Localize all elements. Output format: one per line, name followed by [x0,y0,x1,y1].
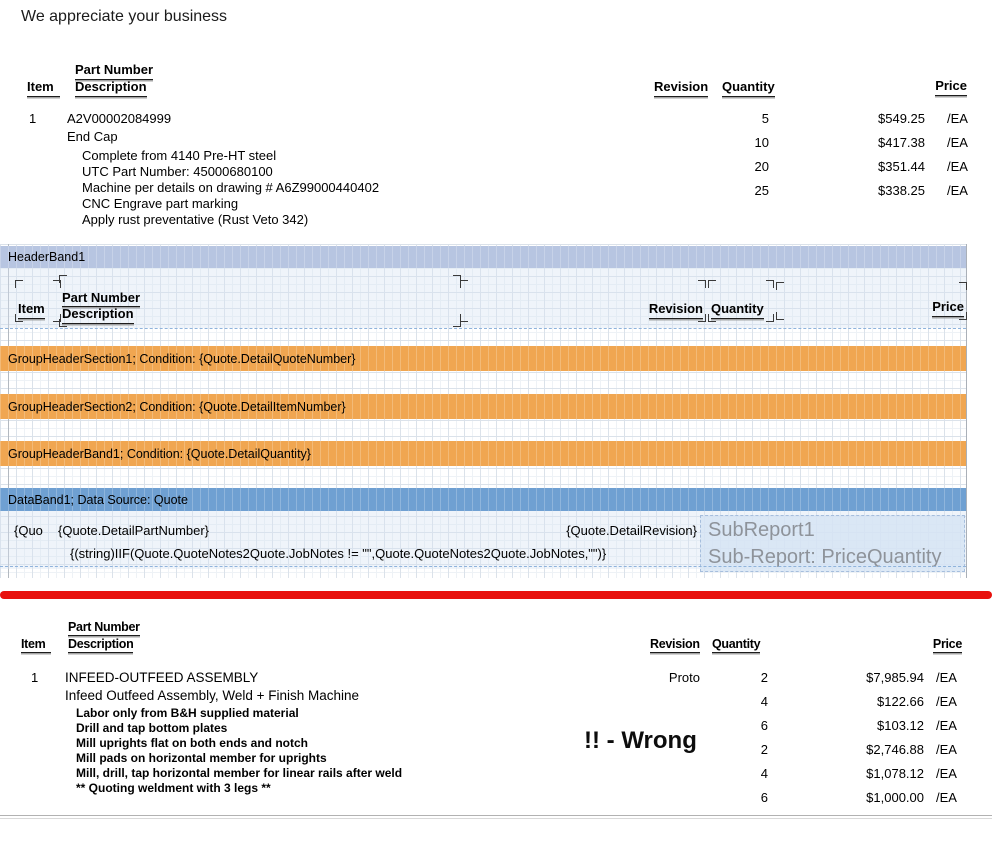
uom-value: /EA [947,135,968,150]
designer-cell-part-number-description[interactable] [62,278,458,324]
closing-message: We appreciate your business [21,8,228,25]
selection-handle[interactable] [14,517,19,522]
bottom-separator-line [0,818,992,819]
uom-value: /EA [936,694,957,709]
selection-handle[interactable] [59,319,67,327]
job-notes [76,706,402,796]
selection-handle[interactable] [692,517,697,522]
designer-field-revision[interactable] [452,517,697,543]
note-line: Labor only from B&H supplied material [76,706,299,720]
designer-cell-item-label: Item [18,302,45,319]
note-line: Mill pads on horizontal member for uprights [76,751,327,765]
designer-field-part-number[interactable] [58,517,445,543]
qty-value: 4 [760,694,768,709]
uom-value: /EA [947,159,968,174]
selection-handle[interactable] [14,538,19,543]
column-header-quantity: Quantity [722,79,775,97]
designer-cell-quantity[interactable] [711,283,771,319]
band-boundary-line [0,566,966,567]
selection-handle[interactable] [708,314,716,322]
column-header-description: Description [75,79,147,97]
selection-handle[interactable] [51,538,56,543]
selection-handle[interactable] [776,312,784,320]
note-line: UTC Part Number: 45000680100 [82,164,273,179]
designer-cell-part-number-label: Part Number [62,291,140,308]
header-band-label: HeaderBand1 [8,250,86,264]
designer-cell-price-label: Price [932,300,964,317]
price-value: $7,985.94 [866,670,924,685]
column-header-description: Description [68,637,134,651]
designer-field-item-number[interactable] [14,517,56,543]
qty-value: 5 [761,111,769,126]
designer-cell-price[interactable] [779,285,964,317]
column-header-revision: Revision [650,637,700,651]
qty-value: 2 [760,670,768,685]
header-band-strip[interactable] [0,246,966,268]
note-line: Drill and tap bottom plates [76,721,228,735]
price-value: $1,000.00 [866,790,924,805]
qty-value: 10 [754,135,769,150]
data-band-strip[interactable] [0,488,966,511]
selection-handle[interactable] [766,280,774,288]
price-value: $122.66 [877,694,924,709]
group-header-band-2-label: GroupHeaderSection2; Condition: {Quote.DetailItemNumber} [8,399,346,414]
uom-value: /EA [936,766,957,781]
selection-handle[interactable] [691,541,696,546]
qty-value: 20 [754,159,769,174]
selection-handle[interactable] [959,312,967,320]
designer-field-notes-expression-text: {(string)IIF(Quote.QuoteNotes2Quote.JobNotes != "",Quote.QuoteNotes2Quote.JobNotes,"")} [70,545,607,561]
price-value: $103.12 [877,718,924,733]
note-line: Mill, drill, tap horizontal member for linear rails after weld [76,766,403,780]
band-boundary-line [0,328,966,329]
selection-handle[interactable] [460,314,468,322]
group-header-band-1[interactable] [0,346,966,371]
designer-cell-quantity-label: Quantity [711,302,764,319]
column-header-part-number: Part Number [68,620,140,634]
job-notes [82,148,379,228]
note-line: ** Quoting weldment with 3 legs ** [76,781,271,795]
designer-field-notes-expression[interactable] [70,541,696,565]
part-number-value: INFEED-OUTFEED ASSEMBLY [65,670,259,685]
designer-field-part-number-text: {Quote.DetailPartNumber} [58,522,210,538]
selection-handle[interactable] [460,280,468,288]
column-header-quantity: Quantity [712,637,761,651]
column-header-item: Item [27,79,60,97]
item-number: 1 [31,670,39,685]
note-line: CNC Engrave part marking [82,196,239,211]
selection-handle[interactable] [698,280,706,288]
designer-canvas[interactable] [0,244,967,578]
selection-handle[interactable] [708,280,716,288]
wrong-annotation: !! - Wrong [584,727,697,754]
selection-handle[interactable] [766,314,774,322]
selection-handle[interactable] [15,314,23,322]
column-header-revision: Revision [654,79,708,97]
note-line: Complete from 4140 Pre-HT steel [82,148,277,163]
part-name: Infeed Outfeed Assembly, Weld + Finish Machine [65,688,360,703]
note-line: Mill uprights flat on both ends and notch [76,736,308,750]
selection-handle[interactable] [59,275,67,283]
price-value: $338.25 [878,183,925,198]
column-header-price: Price [935,78,967,96]
note-line: Apply rust preventative (Rust Veto 342) [82,212,309,227]
uom-value: /EA [936,718,957,733]
uom-value: /EA [936,670,957,685]
selection-handle[interactable] [15,280,23,288]
column-header-part-number: Part Number [75,62,153,80]
selection-handle[interactable] [58,517,63,522]
price-value: $549.25 [878,111,925,126]
qty-value: 2 [760,742,768,757]
selection-handle[interactable] [58,538,63,543]
uom-value: /EA [936,742,957,757]
selection-handle[interactable] [440,517,445,522]
price-value: $1,078.12 [866,766,924,781]
designer-field-item-number-text: {Quo [14,522,43,538]
column-header-price: Price [932,637,962,651]
red-divider-bar [0,591,992,599]
price-value: $417.38 [878,135,925,150]
qty-value: 6 [760,790,768,805]
uom-value: /EA [947,111,968,126]
selection-handle[interactable] [776,282,784,290]
subreport-caption: Sub-Report: PriceQuantity [708,546,942,568]
qty-value: 6 [760,718,768,733]
uom-value: /EA [936,790,957,805]
item-number: 1 [29,111,37,126]
price-value: $2,746.88 [866,742,924,757]
uom-value: /EA [947,183,968,198]
selection-handle[interactable] [691,560,696,565]
bottom-separator-line [0,815,992,816]
group-header-band-3[interactable] [0,441,966,466]
selection-handle[interactable] [698,314,706,322]
designer-cell-revision-label: Revision [649,302,703,319]
revision-value: Proto [668,670,700,685]
price-value: $351.44 [878,159,925,174]
selection-handle[interactable] [959,282,967,290]
subreport-element[interactable] [700,515,965,572]
data-band-label: DataBand1; Data Source: Quote [8,492,188,507]
selection-handle[interactable] [70,541,75,546]
part-name: End Cap [67,129,118,144]
selection-handle[interactable] [51,517,56,522]
subreport-name: SubReport1 [708,519,815,541]
qty-value: 25 [754,183,769,198]
qty-value: 4 [760,766,768,781]
designer-cell-revision[interactable] [463,283,703,319]
designer-cell-description-label: Description [62,307,134,324]
note-line: Machine per details on drawing # A6Z99000440402 [82,180,380,195]
designer-field-revision-text: {Quote.DetailRevision} [566,522,697,538]
column-header-item: Item [21,636,51,653]
group-header-band-3-label: GroupHeaderBand1; Condition: {Quote.DetailQuantity} [8,446,311,461]
group-header-band-2[interactable] [0,394,966,419]
part-number-value: A2V00002084999 [67,111,172,126]
selection-handle[interactable] [452,517,457,522]
designer-cell-item[interactable] [18,283,58,319]
group-header-band-1-label: GroupHeaderSection1; Condition: {Quote.DetailQuoteNumber} [8,351,356,366]
selection-handle[interactable] [70,560,75,565]
